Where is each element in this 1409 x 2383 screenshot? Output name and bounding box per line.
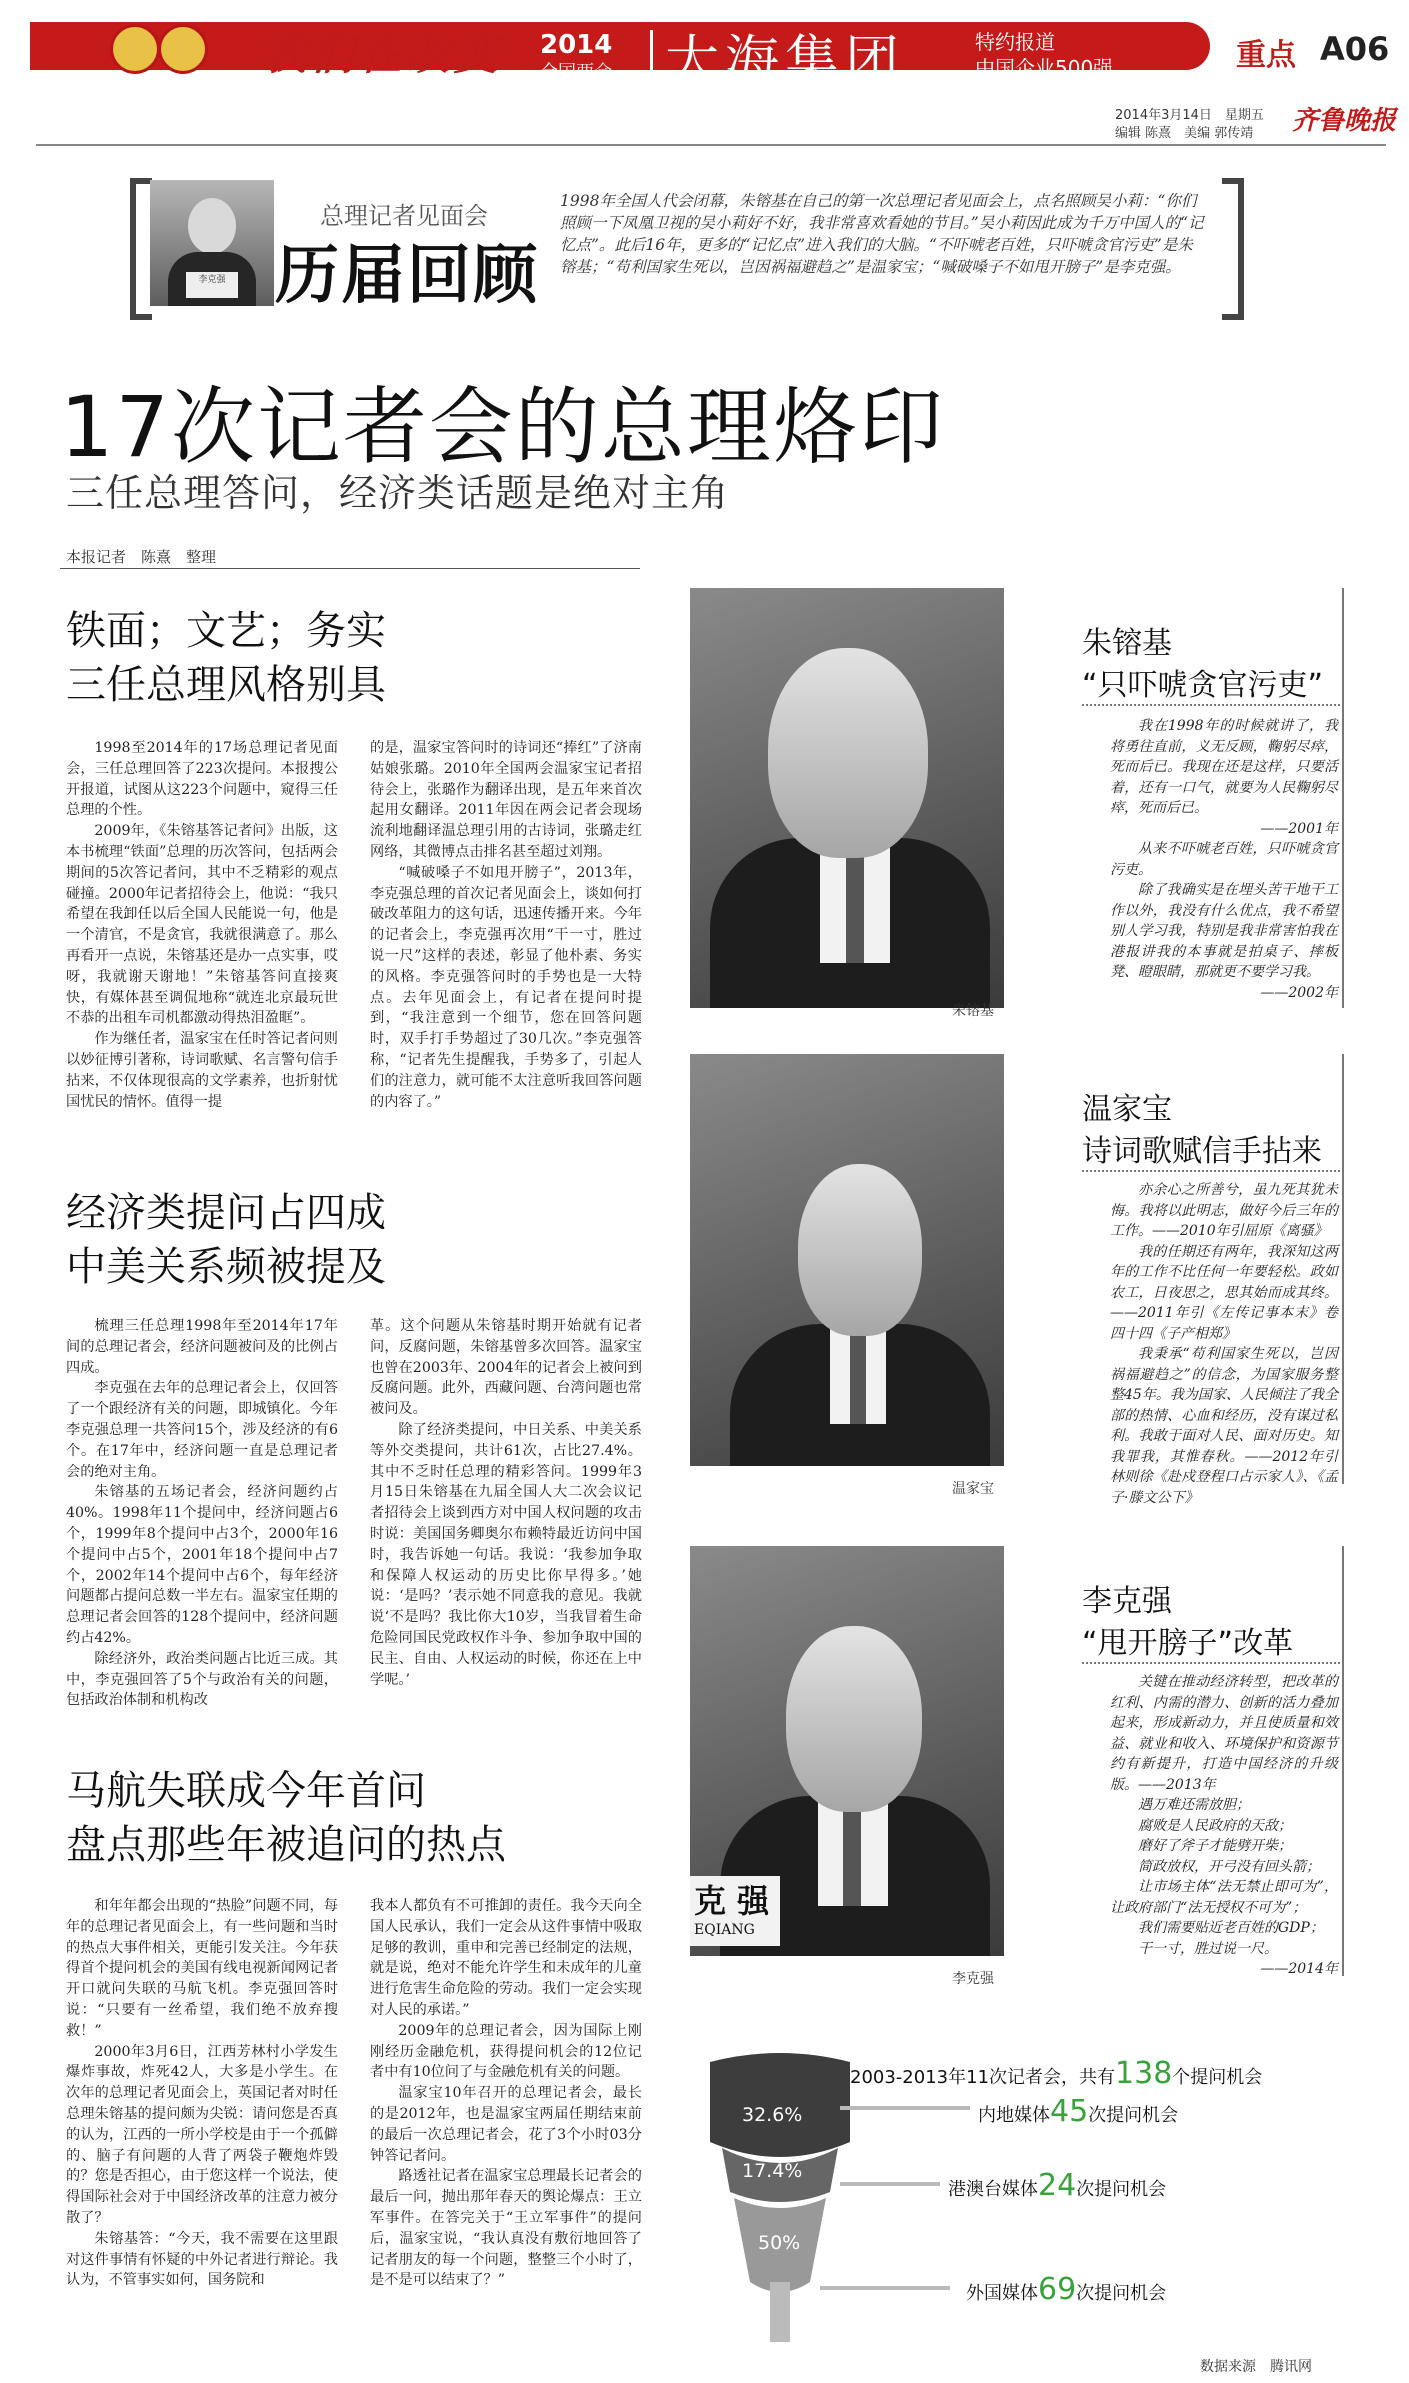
section-3-column-1 [66, 1896, 338, 2291]
retro-title: 历届回顾 [275, 239, 539, 313]
page-number: A06 [1320, 30, 1390, 68]
data-source: 数据来源 腾讯网 [1200, 2359, 1312, 2375]
paragraph: 除经济外，政治类问题占比近三成。其中，李克强回答了5个与政治有关的问题，包括政治体制和机构改 [66, 1650, 338, 1709]
paragraph: 朱镕基答：“今天，我不需要在这里跟对这件事情有怀疑的中外记者进行辩论。我认为，不管事实如何，国务院和 [66, 2230, 338, 2289]
connector-bar [820, 2286, 950, 2290]
zhu-rongji-photo [690, 588, 1004, 1008]
section-3-heading-line-2: 盘点那些年被追问的热点 [66, 1822, 506, 1868]
paragraph: 朱镕基的五场记者会，经济问题约占40%。1998年11个提问中，经济问题占6个，1999年8个提问中占3个，2000年16个提问中占5个，2001年18个提问中占7个，2002年14个提问中占6个，每年经济问题都占提问总数一半左右。温家宝任期的总理记者会回答的128个提问中，经济问题约占42%。 [66, 1484, 338, 1646]
quote-text: 我在1998年的时候就讲了，我将勇往直前，义无反顾，鞠躬尽瘁，死而后已。我现在还是这样，只要活着，还有一口气，就要为人民鞠躬尽瘁，死而后已。 [1110, 718, 1338, 816]
paragraph: 我本人都负有不可推卸的责任。我今天向全国人民承认，我们一定会从这件事情中吸取足够的教训，重申和完善已经制定的法规，就是说，绝对不能允许学生和未成年的儿童进行危害生命危险的劳动。我们一定会实现对人民的承诺。” [370, 1898, 642, 2018]
name-plate: 李克强 [186, 272, 238, 298]
section-1-heading [66, 604, 386, 712]
photo-caption: 温家宝 [952, 1481, 994, 1497]
section-2-column-1 [66, 1316, 338, 1711]
info-label: 次提问机会 [1076, 2179, 1167, 2200]
quote-source: ——2014年 [1260, 1961, 1338, 1977]
pct-foreign: 50% [758, 2232, 801, 2254]
info-item-mainland [978, 2094, 1178, 2129]
profile-frame-line [1342, 1054, 1344, 1484]
paragraph: 1998至2014年的17场总理记者见面会，三任总理回答了223次提问。本报搜公开报道，试图从这223个问题中，窥得三任总理的个性。 [66, 740, 338, 819]
national-emblem-icon [110, 24, 160, 74]
quote-text: 从来不吓唬老百姓，只吓唬贪官污吏。 [1110, 841, 1338, 878]
info-label: 外国媒体 [966, 2283, 1038, 2304]
pct-mainland: 32.6% [742, 2104, 803, 2126]
section-3-heading [66, 1764, 506, 1872]
info-item-foreign [966, 2272, 1166, 2307]
byline-rule [60, 568, 640, 569]
cppcc-emblem-icon [158, 24, 208, 74]
quote-text: 关键在推动经济转型，把改革的红利、内需的潜力、创新的活力叠加起来，形成新动力，并且使质量和效益、就业和收入、环境保护和资源节约有新提升，打造中国经济的升级版。——2013年 [1110, 1674, 1338, 1793]
quote-text: 简政放权，开弓没有回头箭； [1138, 1858, 1320, 1875]
info-label: 港澳台媒体 [948, 2179, 1038, 2200]
quote-text: 腐败是人民政府的天敌； [1138, 1817, 1292, 1834]
profile-quotes [1110, 1672, 1338, 1980]
quote-text: 亦余心之所善兮，虽九死其犹未悔。我将以此明志，做好今后三年的工作。——2010年引屈原《离骚》 [1110, 1182, 1338, 1239]
paragraph: 的是，温家宝答问时的诗词还“捧红”了济南姑娘张璐。2010年全国两会温家宝记者招待会上，张璐作为翻译出现，是五年来首次起用女翻译。2011年因在两会记者会现场流利地翻译温总理引用的古诗词，张璐走红网络，其微博点击排名甚至超过刘翔。 [370, 740, 642, 860]
section-1-column-2 [370, 738, 642, 1112]
banner-year: 2014 [540, 30, 613, 60]
paragraph: “喊破嗓子不如甩开膀子”，2013年，李克强总理的首次记者见面会上，谈如何打破改革阻力的这句话，迅速传播开来。今年的记者会上，李克强再次用“干一寸，胜过说一尺”这样的表述，彰显了他朴素、务实的风格。李克强答问时的手势也是一大特点。去年见面会上，有记者在提问时提到，“我注意到一个细节，您在回答问题时，双手打手势超过了30几次。”李克强答称，“记者先生提醒我，手势多了，引起人们的注意力，就可能不太注意听我回答问题的内容了。” [370, 864, 642, 1110]
paragraph: 2000年3月6日，江西芳林村小学发生爆炸事故，炸死42人，大多是小学生。在次年的总理记者见面会上，英国记者对时任总理朱镕基的提问颇为尖锐：请问您是否真的认为，江西的一所小学校是由于一个孤僻的、脑子有问题的人背了两袋子鞭炮炸毁的？您是否担心，由于您这样一个说法，使得国际社会对于中国经济改革的注意力被分散了？ [66, 2043, 338, 2226]
infographic-title-pre: 2003-2013年11次记者会，共有 [850, 2067, 1116, 2088]
name-card-pinyin: EQIANG [694, 1922, 755, 1938]
section-2-heading [66, 1186, 386, 1294]
quote-text: 磨好了斧子才能劈开柴； [1138, 1838, 1292, 1854]
quote-text: 我秉承“苟利国家生死以，岂因祸福避趋之”的信念，为国家服务整整45年。我为国家、人民倾注了我全部的热情、心血和经历，没有谋过私利。我敢于面对人民、面对历史。知我罪我，其惟春秋。——2012年引林则徐《赴戍登程口占示家人》、《孟子·滕文公下》 [1110, 1346, 1338, 1506]
banner-special-1: 特约报道 [975, 30, 1055, 54]
dotted-divider [1082, 1662, 1340, 1664]
profile-name: 朱镕基 [1082, 626, 1172, 661]
profile-frame-line [1342, 588, 1344, 1008]
photo-caption: 朱镕基 [952, 1003, 994, 1019]
li-keqiang-thumbnail [150, 180, 274, 306]
quote-text: 我们需要贴近老百姓的GDP； [1138, 1920, 1324, 1936]
li-keqiang-photo [690, 1546, 1004, 1956]
info-label: 内地媒体 [978, 2105, 1050, 2126]
profile-quotes [1110, 1180, 1338, 1508]
profile-quote: “甩开膀子”改革 [1082, 1626, 1294, 1661]
name-card-text: 克 强 [694, 1882, 770, 1920]
dotted-divider [1082, 1170, 1340, 1172]
wen-jiabao-photo [690, 1054, 1004, 1466]
banner-event: 全国两会 [540, 62, 612, 83]
left-bracket [130, 178, 152, 320]
section-2-heading-line-1: 经济类提问占四成 [66, 1190, 386, 1236]
paragraph: 李克强在去年的总理记者会上，仅回答了一个跟经济有关的问题，即城镇化。今年李克强总理一共答问15个，涉及经济的有6个。在17年中，经济问题一直是总理记者会的绝对主角。 [66, 1380, 338, 1480]
dateline: 2014年3月14日 星期五 [1115, 108, 1264, 123]
paragraph: 温家宝10年召开的总理记者会，最长的是2012年，也是温家宝两届任期结束前的最后一次总理记者会，花了3个小时03分钟答记者问。 [370, 2085, 642, 2164]
byline: 本报记者 陈熹 整理 [66, 548, 217, 566]
profile-quote: “只吓唬贪官污吏” [1082, 668, 1324, 703]
info-number: 24 [1038, 2168, 1077, 2203]
section-1-heading-line-2: 三任总理风格别具 [66, 662, 386, 708]
quote-source: ——2002年 [1260, 984, 1338, 1001]
paper-masthead: 齐鲁晚报 [1292, 106, 1397, 136]
paragraph: 除了经济类提问，中日关系、中美关系等外交类提问，共计61次，占比27.4%。其中不乏时任总理的精彩答问。1999年3月15日朱镕基在九届全国人大二次会议记者招待会上谈到西方对中国人权问题的攻击时说：美国国务卿奥尔布赖特最近访问中国时，我告诉她一句话。我说：‘我参加争取和保障人权运动的历史比你早得多。’她说：‘是吗？’表示她不同意我的意见。我就说‘不是吗？我比你大10岁，当我冒着生命危险同国民党政权作斗争、参加争取中国的民主、自由、人权运动的时候，你还在上中学呢。’ [370, 1421, 642, 1688]
infographic-title [850, 2056, 1262, 2091]
section-2-heading-line-2: 中美关系频被提及 [66, 1244, 386, 1290]
paragraph: 梳理三任总理1998年至2014年17年间的总理记者会，经济问题被问及的比例占四成。 [66, 1318, 338, 1376]
quote-text: 干一寸，胜过说一尺。 [1138, 1940, 1278, 1957]
connector-bar [840, 2182, 940, 2186]
infographic-title-post: 个提问机会 [1172, 2067, 1263, 2088]
quote-text: 除了我确实是在埋头苦干地干工作以外，我没有什么优点，我不希望别人学习我，特别是我非常害怕我在港报讲我的本事就是拍桌子、摔板凳、瞪眼睛，那就更不要学习我。 [1110, 882, 1338, 980]
banner-sponsor: 大海集团 [665, 29, 905, 92]
info-label: 次提问机会 [1088, 2105, 1179, 2126]
info-number: 45 [1050, 2094, 1089, 2129]
paragraph: 2009年，《朱镕基答记者问》出版，这本书梳理“铁面”总理的历次答问，包括两会期间的5次答记者问，其中不乏精彩的观点碰撞。2000年记者招待会上，他说：“我只希望在我卸任以后全国人民能说一句，他是一个清官，不是贪官，我就很满意了。那么再看开一点说，朱镕基还是办一点实事，哎呀，我就谢天谢地！”朱镕基答问直接爽快，有媒体甚至调侃地称“就连北京最玩世不恭的出租车司机都激动得热泪盈眶”。 [66, 823, 338, 1027]
paragraph: 和年年都会出现的“热脸”问题不同，每年的总理记者见面会上，有一些问题和当时的热点大事件相关，更能引发关注。今年获得首个提问机会的美国有线电视新闻网记者开口就问失联的马航飞机。李克强回答时说：“只要有一丝希望，我们绝不放弃搜救！” [66, 1898, 338, 2039]
pct-hk-macao-taiwan: 17.4% [742, 2160, 803, 2182]
editor-credit: 编辑 陈熹 美编 郭传靖 [1115, 126, 1254, 141]
main-headline: 17次记者会的总理烙印 [60, 378, 945, 476]
section-3-column-2 [370, 1896, 642, 2291]
section-1-column-1 [66, 738, 338, 1112]
banner-special-2: 中国企业500强 [975, 56, 1114, 80]
right-bracket [1222, 178, 1244, 320]
paragraph: 路透社记者在温家宝总理最长记者会的最后一问，抛出那年春天的舆论爆点：王立军事件。在答完关于“王立军事件”的提问后，温家宝说，“我认真没有敷衍地回答了记者朋友的每一个问题，整整三个小时了，是不是可以结束了？” [370, 2168, 642, 2289]
column-title: 我们在改变 [262, 29, 502, 80]
section-2-column-2 [370, 1316, 642, 1690]
paragraph: 作为继任者，温家宝在任时答记者问则以妙征博引著称，诗词歌赋、名言警句信手拈来，不仅体现很高的文学素养，也折射忧国忧民的情怀。值得一提 [66, 1031, 338, 1110]
profile-quote: 诗词歌赋信手拈来 [1082, 1134, 1322, 1169]
section-3-heading-line-1: 马航失联成今年首问 [66, 1768, 426, 1814]
section-label: 重点 [1236, 38, 1296, 73]
info-label: 次提问机会 [1076, 2283, 1167, 2304]
paragraph: 革。这个问题从朱镕基时期开始就有记者问，反腐问题，朱镕基曾多次回答。温家宝也曾在2003年、2004年的记者会上被问到反腐问题。此外，西藏问题、台湾问题也常被问及。 [370, 1318, 642, 1418]
quote-source: ——2001年 [1260, 820, 1338, 837]
infographic-total: 138 [1115, 2056, 1173, 2091]
info-number: 69 [1038, 2272, 1077, 2307]
retro-intro: 1998年全国人代会闭幕，朱镕基在自己的第一次总理记者见面会上，点名照顾吴小莉：“你们照顾一下凤凰卫视的吴小莉好不好，我非常喜欢看她的节目。”吴小莉因此成为千万中国人的“记忆点”。此后16年，更多的“记忆点”进入我们的大脑。“不吓唬老百姓，只吓唬贪官污吏”是朱镕基；“苟利国家生死以，岂因祸福避趋之”是温家宝；“喊破嗓子不如甩开膀子”是李克强。 [560, 192, 1204, 276]
info-item-hk-macao-taiwan [948, 2168, 1166, 2203]
header-rule [36, 144, 1386, 146]
profile-name: 李克强 [1082, 1584, 1172, 1619]
media-share-funnel [700, 2052, 860, 2352]
dotted-divider [1082, 704, 1340, 706]
connector-bar [840, 2106, 970, 2110]
profile-frame-line [1342, 1546, 1344, 1976]
paragraph: 2009年的总理记者会，因为国际上刚刚经历金融危机，获得提问机会的12位记者中有10位问了与金融危机有关的问题。 [370, 2022, 642, 2081]
funnel-stem [770, 2282, 790, 2342]
name-card [690, 1876, 780, 1946]
profile-name: 温家宝 [1082, 1092, 1172, 1127]
section-1-heading-line-1: 铁面；文艺；务实 [66, 608, 386, 654]
quote-text: 遇万难还需放胆； [1138, 1797, 1250, 1813]
sub-headline: 三任总理答问，经济类话题是绝对主角 [66, 471, 730, 515]
quote-text: 让市场主体“法无禁止即可为”，让政府部门“法无授权不可为”； [1110, 1879, 1338, 1916]
retro-kicker: 总理记者见面会 [320, 202, 488, 230]
quote-text: 我的任期还有两年，我深知这两年的工作不比任何一年要轻松。政如农工，日夜思之，思其始而成其终。——2011年引《左传记事本末》卷四十四《子产相郑》 [1110, 1243, 1338, 1342]
photo-caption: 李克强 [952, 1971, 994, 1987]
page-banner [0, 0, 1409, 96]
banner-divider [650, 30, 653, 82]
profile-quotes [1110, 716, 1338, 1003]
